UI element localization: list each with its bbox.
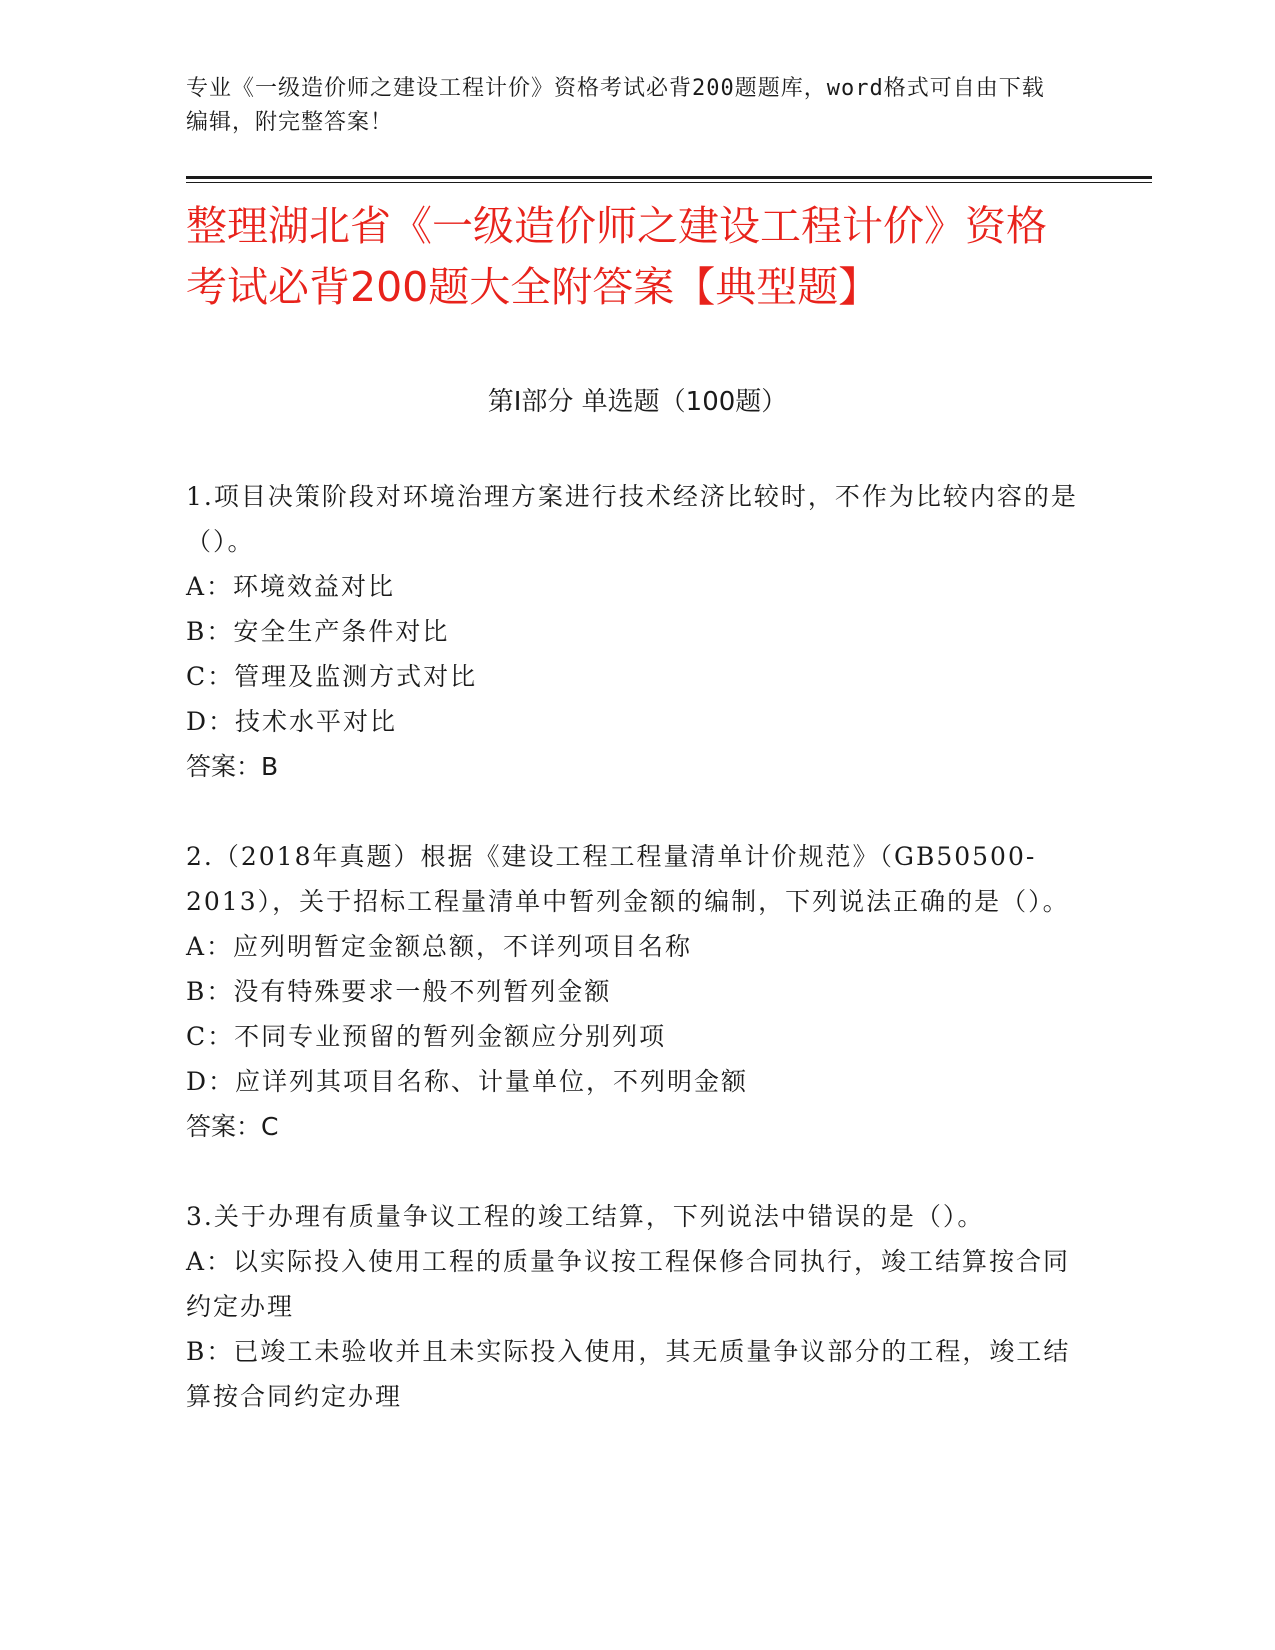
option-b: B：安全生产条件对比 xyxy=(186,617,450,646)
option-d: D：应详列其项目名称、计量单位，不列明金额 xyxy=(186,1067,749,1096)
option-a: A：环境效益对比 xyxy=(186,572,396,601)
option-d: D：技术水平对比 xyxy=(186,707,398,736)
option-c: C：管理及监测方式对比 xyxy=(186,662,478,691)
question-text: 3.关于办理有质量争议工程的竣工结算，下列说法中错误的是（）。 xyxy=(186,1202,985,1231)
section-heading: 第I部分 单选题（100题） xyxy=(487,387,788,417)
option-a: A：应列明暂定金额总额，不详列项目名称 xyxy=(186,932,693,961)
option-b: B：没有特殊要求一般不列暂列金额 xyxy=(186,977,612,1006)
header-divider-thin xyxy=(186,182,1152,183)
option-a: A：以实际投入使用工程的质量争议按工程保修合同执行，竣工结算按合同约定办理 xyxy=(186,1247,1071,1321)
answer: 答案：B xyxy=(186,752,279,781)
question-2 xyxy=(186,834,1086,1150)
option-b: B：已竣工未验收并且未实际投入使用，其无质量争议部分的工程，竣工结算按合同约定办理 xyxy=(186,1337,1071,1411)
header-note: 专业《一级造价师之建设工程计价》资格考试必背200题题库，word格式可自由下载编辑，附完整答案！ xyxy=(186,76,1045,135)
question-text: 1.项目决策阶段对环境治理方案进行技术经济比较时，不作为比较内容的是（）。 xyxy=(186,482,1078,556)
option-c: C：不同专业预留的暂列金额应分别列项 xyxy=(186,1022,667,1051)
answer: 答案：C xyxy=(186,1112,279,1141)
question-text: 2.（2018年真题）根据《建设工程工程量清单计价规范》（GB50500-2013），关于招标工程量清单中暂列金额的编制，下列说法正确的是（）。 xyxy=(186,842,1070,916)
question-3 xyxy=(186,1194,1086,1419)
question-1 xyxy=(186,474,1086,790)
document-title: 整理湖北省《一级造价师之建设工程计价》资格考试必背200题大全附答案【典型题】 xyxy=(186,202,1047,311)
header-divider-thick xyxy=(186,176,1152,179)
question-list xyxy=(186,474,1086,1463)
